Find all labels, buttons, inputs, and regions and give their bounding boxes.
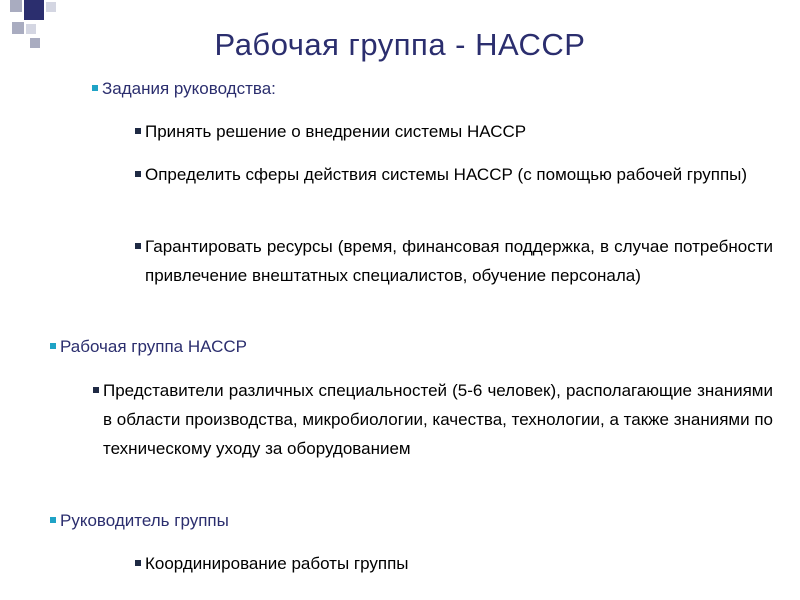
- bullet-icon: [93, 387, 99, 393]
- bullet-icon: [135, 128, 141, 134]
- section-heading-group-leader: Руководитель группы: [50, 506, 770, 535]
- bullet-icon: [50, 343, 56, 349]
- list-item: Представители различных специальностей (5-6 человек), располагающие знаниями в области производства, микробиологии, качества, технологии, а также знаниями по техническому уходу за оборудованием: [93, 376, 773, 463]
- bullet-icon: [135, 171, 141, 177]
- bullet-icon: [135, 560, 141, 566]
- list-item: Координирование работы группы: [135, 549, 773, 578]
- bullet-icon: [50, 517, 56, 523]
- section-heading-working-group: Рабочая группа НАССР: [50, 332, 770, 361]
- section-heading-management: Задания руководства:: [92, 74, 772, 103]
- bullet-icon: [92, 85, 98, 91]
- bullet-icon: [135, 243, 141, 249]
- list-item: Определить сферы действия системы НАССР (с помощью рабочей группы): [135, 160, 773, 189]
- slide-title: Рабочая группа - НАССР: [214, 27, 586, 62]
- list-item: Гарантировать ресурсы (время, финансовая поддержка, в случае потребности привлечение внештатных специалистов, обучение персонала): [135, 232, 773, 290]
- list-item: Принять решение о внедрении системы НАССР: [135, 117, 773, 146]
